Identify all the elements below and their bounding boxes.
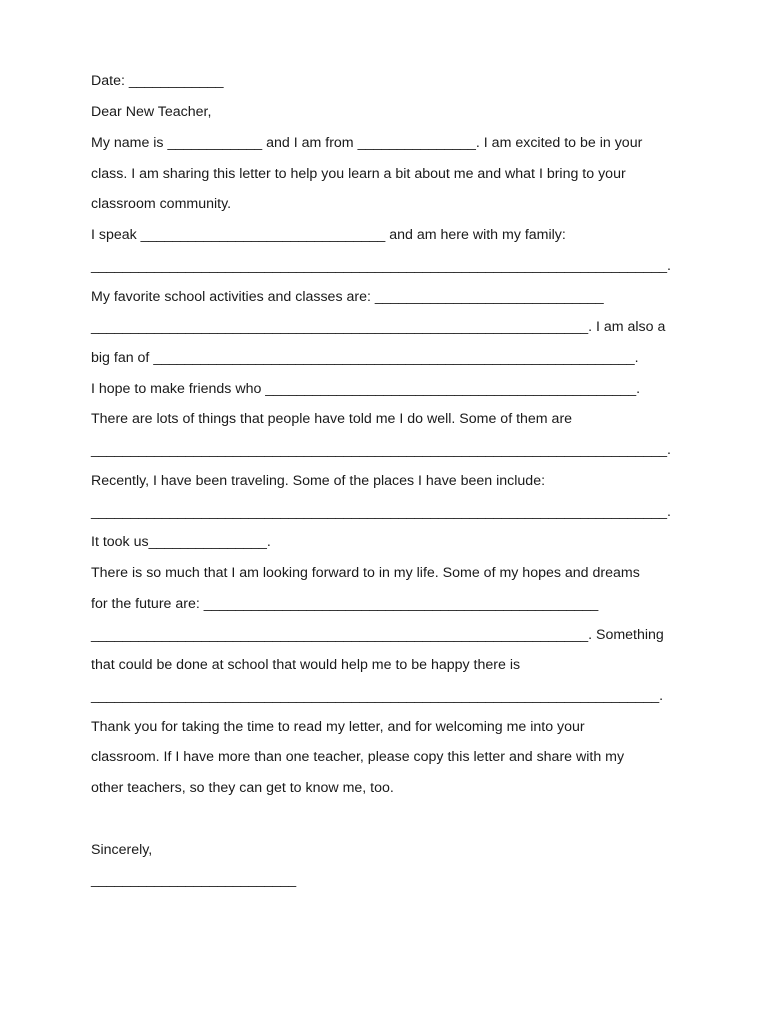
places-blank-line: _________________________________________________________________________. bbox=[91, 504, 671, 520]
language-line: I speak _______________________________ and am here with my family: bbox=[91, 227, 566, 243]
other-teachers-line: other teachers, so they can get to know me, too. bbox=[91, 780, 394, 796]
greeting-line: Dear New Teacher, bbox=[91, 104, 212, 120]
hopes-line: There is so much that I am looking forward to in my life. Some of my hopes and dreams bbox=[91, 565, 640, 581]
school-help-blank-line: ________________________________________________________________________. bbox=[91, 688, 664, 704]
friends-line: I hope to make friends who _______________________________________________. bbox=[91, 381, 641, 397]
fan-of-line: big fan of _____________________________________________________________. bbox=[91, 350, 639, 366]
date-line: Date: ____________ bbox=[91, 73, 224, 89]
activities-blank-line: _______________________________________________________________. I am also a bbox=[91, 319, 666, 335]
future-blank-line: _______________________________________________________________. Something bbox=[91, 627, 664, 643]
activities-line: My favorite school activities and classes are: _____________________________ bbox=[91, 289, 604, 305]
closing-line: Sincerely, bbox=[91, 842, 153, 858]
thanks-line: Thank you for taking the time to read my letter, and for welcoming me into your bbox=[91, 719, 585, 735]
school-help-line: that could be done at school that would help me to be happy there is bbox=[91, 657, 521, 673]
name-line: My name is ____________ and I am from _______________. I am excited to be in your bbox=[91, 135, 643, 151]
traveling-line: Recently, I have been traveling. Some of the places I have been include: bbox=[91, 473, 546, 489]
future-line: for the future are: __________________________________________________ bbox=[91, 596, 599, 612]
community-line: classroom community. bbox=[91, 196, 232, 212]
strengths-line: There are lots of things that people have told me I do well. Some of them are bbox=[91, 411, 573, 427]
strengths-blank-line: _________________________________________________________________________. bbox=[91, 442, 671, 458]
intro-line: class. I am sharing this letter to help you learn a bit about me and what I bring to your bbox=[91, 166, 626, 182]
family-blank-line: _________________________________________________________________________. bbox=[91, 258, 671, 274]
took-us-line: It took us_______________. bbox=[91, 534, 271, 550]
copy-letter-line: classroom. If I have more than one teacher, please copy this letter and share with my bbox=[91, 749, 625, 765]
signature-blank-line: __________________________ bbox=[91, 872, 297, 888]
